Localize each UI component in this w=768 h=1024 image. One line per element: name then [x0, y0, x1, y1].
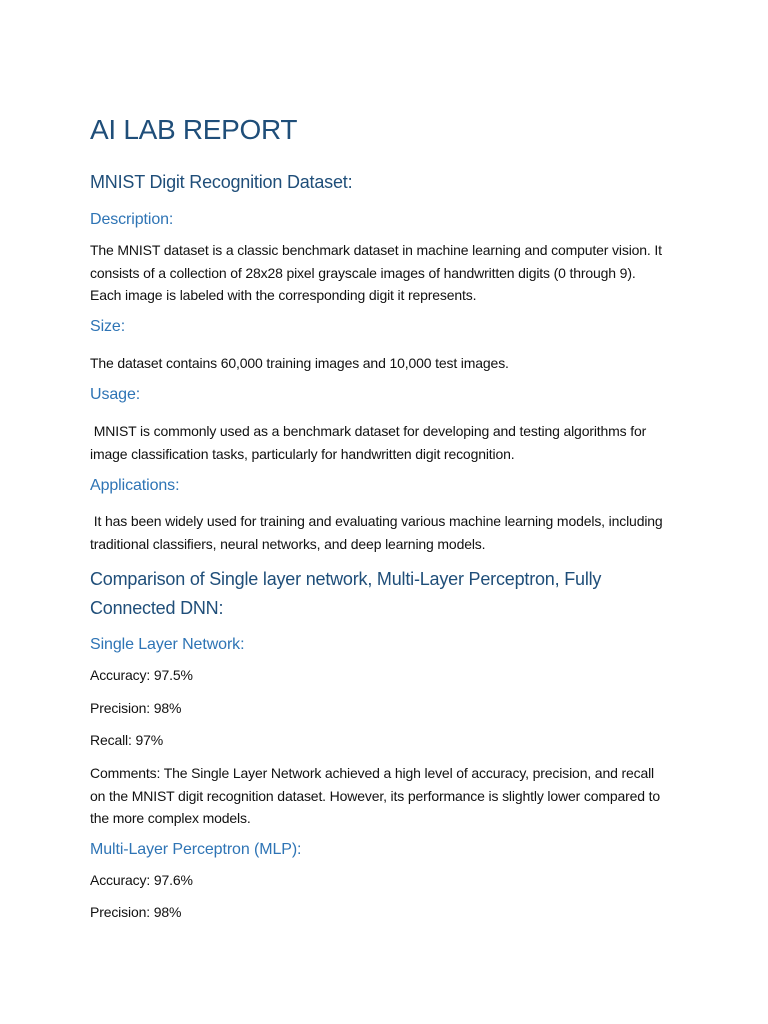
single-layer-accuracy: Accuracy: 97.5% — [90, 667, 193, 683]
description-heading: Description: — [90, 211, 174, 228]
comparison-heading: Comparison of Single layer network, Multi-Layer Perceptron, Fully Connected DNN: — [90, 569, 602, 618]
mlp-accuracy: Accuracy: 97.6% — [90, 872, 193, 888]
single-layer-recall: Recall: 97% — [90, 732, 164, 748]
applications-heading: Applications: — [90, 477, 180, 494]
usage-heading: Usage: — [90, 386, 141, 403]
description-paragraph: The MNIST dataset is a classic benchmark dataset in machine learning and computer vision. It consists of a collection of 28x28 pixel grayscale images of handwritten digits (0 through 9). Each image is labeled with the corresponding digit it represents. — [90, 242, 662, 303]
applications-paragraph: It has been widely used for training and evaluating various machine learning models, including traditional classifiers, neural networks, and deep learning models. — [90, 513, 667, 552]
usage-paragraph: MNIST is commonly used as a benchmark dataset for developing and testing algorithms for image classification tasks, particularly for handwritten digit recognition. — [90, 423, 650, 462]
single-layer-precision: Precision: 98% — [90, 700, 182, 716]
size-heading: Size: — [90, 318, 126, 335]
single-layer-heading: Single Layer Network: — [90, 636, 245, 653]
size-paragraph: The dataset contains 60,000 training images and 10,000 test images. — [90, 355, 509, 371]
mlp-heading: Multi-Layer Perceptron (MLP): — [90, 841, 302, 858]
dataset-heading: MNIST Digit Recognition Dataset: — [90, 172, 353, 192]
report-title: AI LAB REPORT — [90, 114, 298, 145]
mlp-precision: Precision: 98% — [90, 904, 182, 920]
single-layer-comments: Comments: The Single Layer Network achieved a high level of accuracy, precision, and recall on the MNIST digit recognition dataset. However, its performance is slightly lower compared to the more complex models. — [90, 765, 661, 826]
